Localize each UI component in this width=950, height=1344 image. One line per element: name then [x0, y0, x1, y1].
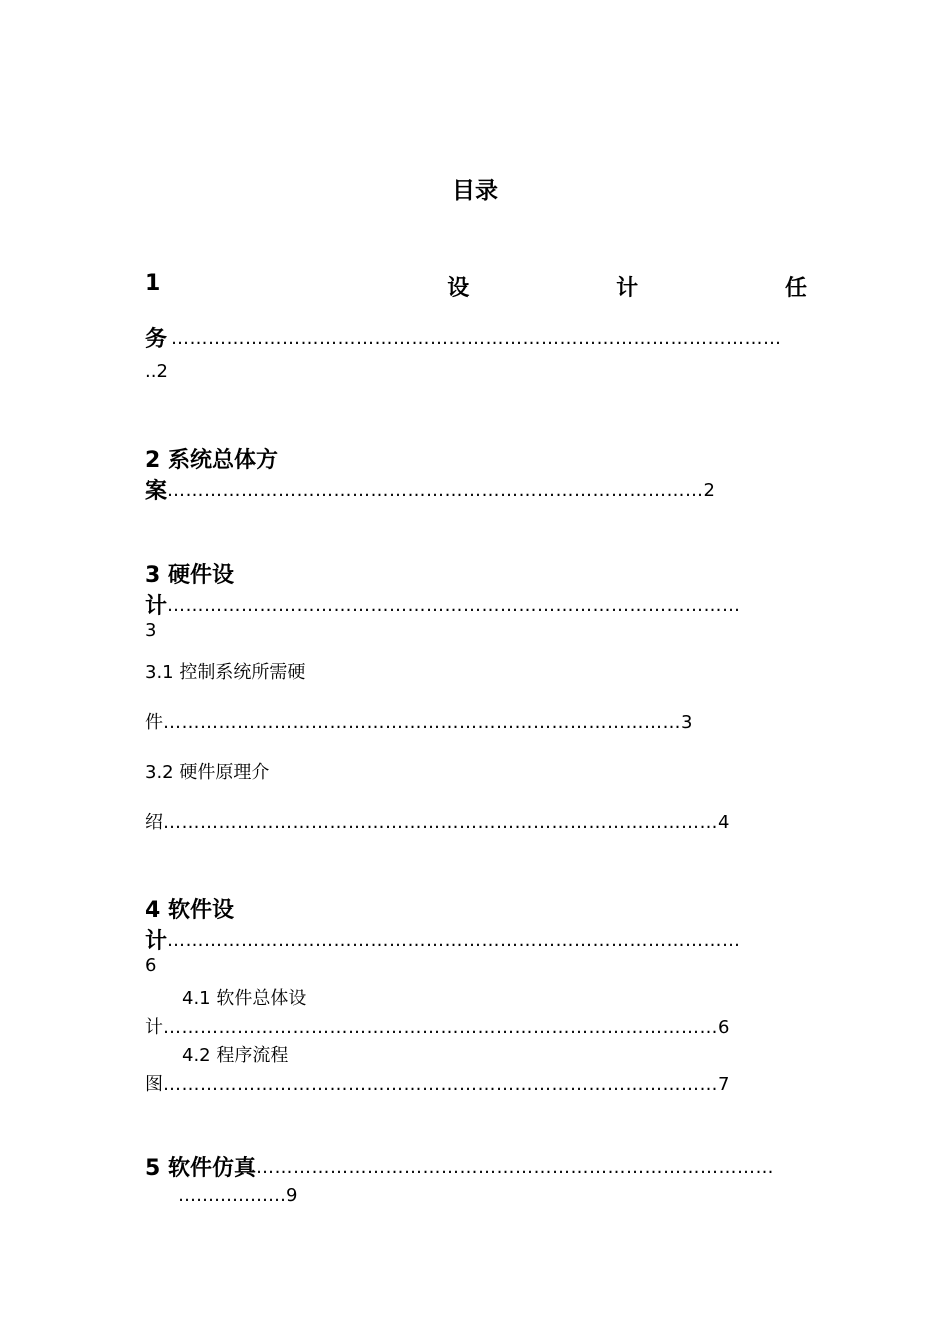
toc-entry-1-char-3: 任 [784, 276, 807, 301]
toc-leader-dots: …………………………………………………………………………… [167, 480, 704, 501]
toc-entry-1-page: ..2 [145, 361, 168, 382]
toc-entry-4-1-line2[interactable] [145, 1013, 729, 1039]
toc-entry-1-number: 1 [145, 271, 161, 296]
toc-leader-dots: ………………………………………………………………………………… [167, 930, 741, 951]
toc-entry-5-heading[interactable] [145, 1151, 785, 1182]
toc-leader-dots: ……………………………………………………………………………………… [171, 328, 782, 349]
toc-entry-1-char-2: 计 [616, 276, 639, 301]
toc-entry-4-2-heading[interactable]: 4.2 程序流程 [182, 1045, 289, 1066]
toc-leader-dots: ……………………………………………………………………………… [163, 812, 718, 833]
toc-entry-4-2-line2[interactable] [145, 1070, 729, 1096]
toc-entry-4-1-heading[interactable]: 4.1 软件总体设 [182, 988, 307, 1009]
toc-entry-3-2-heading[interactable]: 3.2 硬件原理介 [145, 762, 270, 783]
toc-entry-2-heading[interactable]: 2 系统总体方 [145, 448, 278, 473]
toc-entry-3-2-text-end: 绍 [145, 812, 163, 833]
toc-entry-4-2-page: 7 [718, 1074, 730, 1095]
toc-entry-1-heading[interactable] [145, 271, 807, 302]
toc-entry-4-heading[interactable]: 4 软件设 [145, 898, 234, 923]
toc-entry-3-page: 3 [145, 620, 157, 641]
toc-entry-3-1-heading[interactable]: 3.1 控制系统所需硬 [145, 662, 306, 683]
toc-entry-4-text-end: 计 [145, 929, 168, 954]
toc-entry-2-page: 2 [703, 480, 715, 501]
toc-entry-1-char-1: 设 [447, 276, 470, 301]
toc-entry-3-heading[interactable]: 3 硬件设 [145, 563, 234, 588]
toc-entry-2-line2[interactable] [145, 474, 715, 505]
toc-entry-3-2-line2[interactable] [145, 808, 729, 834]
toc-entry-3-text-end: 计 [145, 594, 168, 619]
toc-leader-dots: ………………………………………………………………………………… [167, 595, 741, 616]
toc-entry-4-page: 6 [145, 955, 157, 976]
toc-entry-4-1-page: 6 [718, 1017, 730, 1038]
toc-entry-3-1-page: 3 [681, 712, 693, 733]
toc-entry-4-2-text-end: 图 [145, 1074, 163, 1095]
toc-entry-4-1-text-end: 计 [145, 1017, 163, 1038]
toc-leader-dots: ………………………………………………………………………… [255, 1157, 774, 1178]
toc-entry-2-text-end: 案 [145, 479, 168, 504]
toc-entry-5-text: 5 软件仿真 [145, 1156, 256, 1181]
toc-entry-4-line2[interactable] [145, 924, 807, 955]
toc-entry-1-line2[interactable] [145, 322, 807, 353]
toc-title: 目录 [452, 178, 498, 204]
toc-entry-3-line2[interactable] [145, 589, 807, 620]
toc-leader-dots: ……………………………………………………………………………… [163, 1017, 718, 1038]
toc-entry-3-1-line2[interactable] [145, 708, 692, 734]
toc-leader-dots: ………………………………………………………………………… [163, 712, 681, 733]
toc-entry-3-1-text-end: 件 [145, 712, 163, 733]
toc-entry-3-2-page: 4 [718, 812, 730, 833]
toc-entry-5-page: ………………9 [178, 1185, 298, 1206]
toc-entry-1-text-end: 务 [145, 327, 168, 352]
toc-leader-dots: ……………………………………………………………………………… [163, 1074, 718, 1095]
